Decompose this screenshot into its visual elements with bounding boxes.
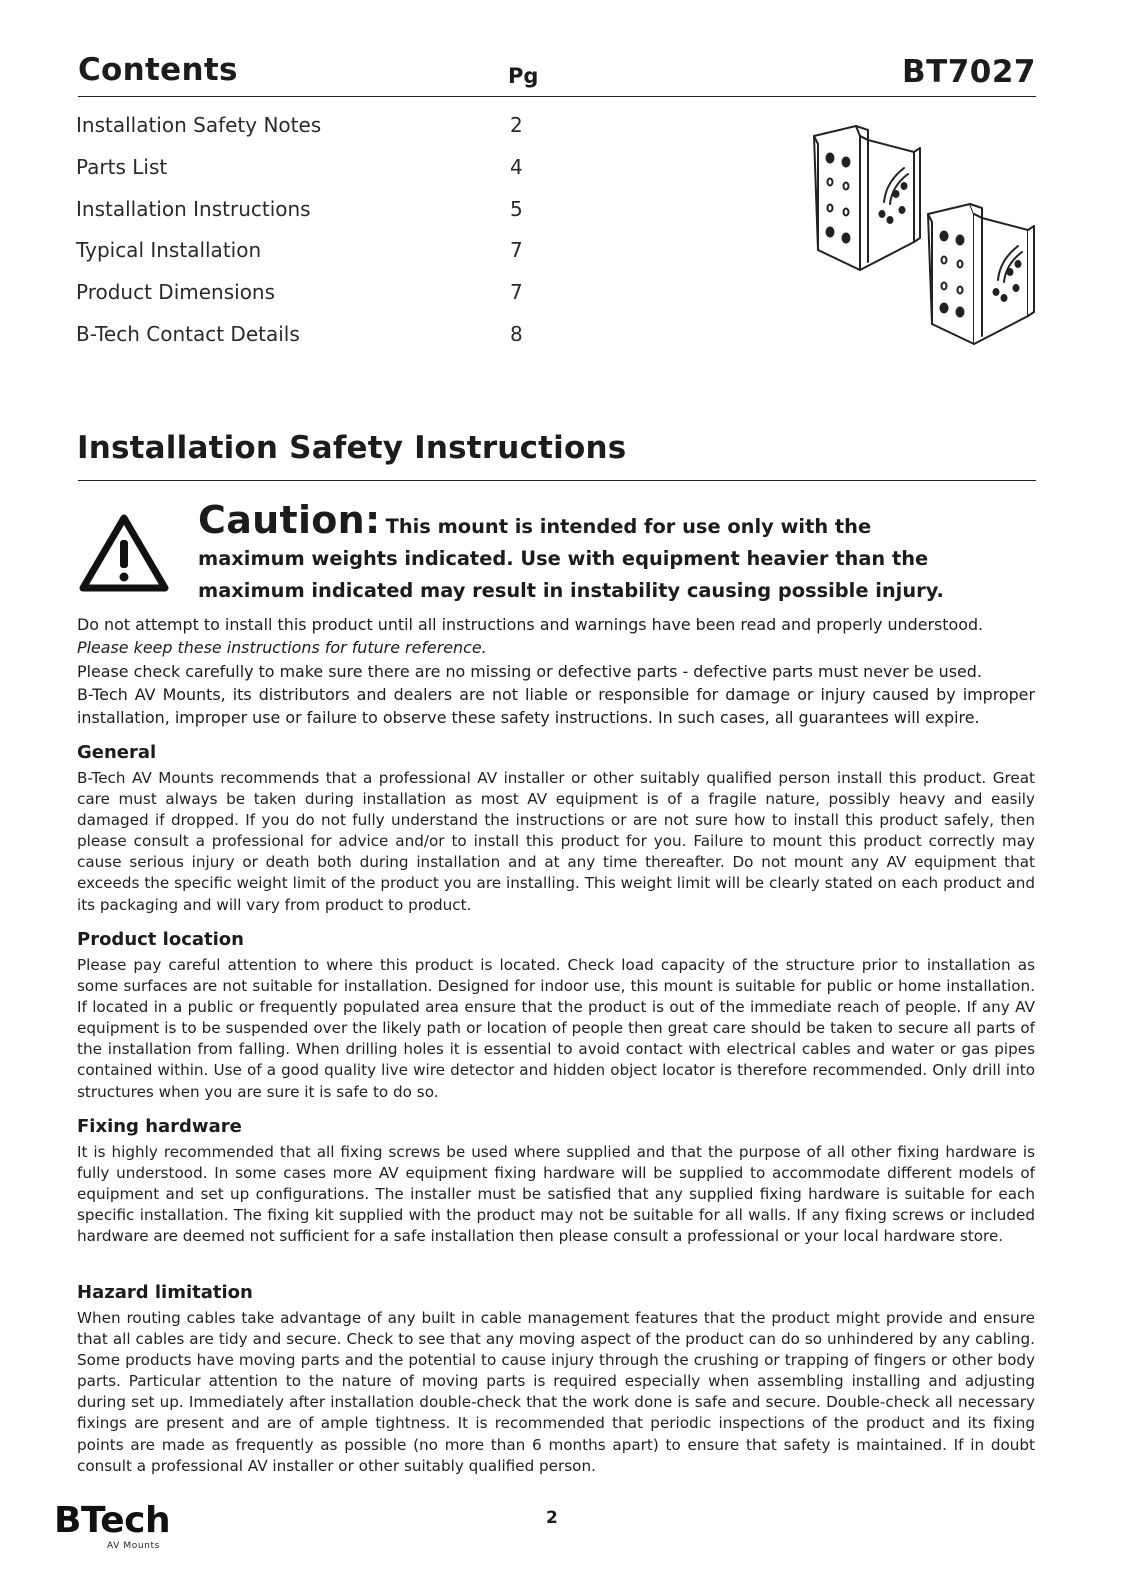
toc-item bbox=[76, 188, 536, 230]
toc-item-page: 7 bbox=[510, 238, 523, 263]
section-body: When routing cables take advantage of any built in cable management features that the product might provide and ensure that all cables are tidy and secure. Check to see that any moving aspect of the product can do so unhindered by any cabling. Some products have moving parts and the potential to cause injury through the crushing or trapping of fingers or other body parts. Particular attention to the nature of moving parts is required especially when assembling installing and adjusting during set up. Immediately after installation double-check that the work done is safe and secure. Double-check all necessary fixings are present and are of ample tightness. It is recommended that periodic inspections of the product and its fixing points are made as frequently as possible (no more than 6 months apart) to ensure that safety is maintained. If in doubt consult a professional AV installer or other suitably qualified person. bbox=[77, 1309, 1035, 1475]
btech-logo bbox=[52, 1500, 182, 1560]
section-heading: Hazard limitation bbox=[77, 1282, 253, 1303]
contents-header bbox=[78, 50, 1036, 97]
section-body: B-Tech AV Mounts recommends that a professional AV installer or other suitably qualified person install this product. Great care must always be taken during installation as most AV equipment is of a fragile nature, possibly heavy and easily damaged if dropped. If you do not fully understand the instructions or are not sure how to install this product safely, then please consult a professional for advice and/or to install this product for you. Failure to mount this product correctly may cause serious injury or death both during installation and at any time thereafter. Do not mount any AV equipment that exceeds the specific weight limit of the product you are installing. This weight limit will be clearly stated on each product and its packaging and will vary from product to product. bbox=[77, 769, 1035, 914]
intro-paragraph: Please keep these instructions for future reference. bbox=[77, 638, 487, 658]
section-hazard-limitation bbox=[77, 1281, 1035, 1477]
toc-item bbox=[76, 104, 536, 146]
intro-paragraph: B-Tech AV Mounts, its distributors and dealers are not liable or responsible for damage or injury caused by improper installation, improper use or failure to observe these safety instructions. In such cases, all guarantees will expire. bbox=[77, 684, 1035, 728]
section-heading: Product location bbox=[77, 929, 244, 950]
toc-item-label: B-Tech Contact Details bbox=[76, 321, 300, 346]
toc-item-page: 2 bbox=[510, 113, 523, 137]
warning-triangle-icon bbox=[78, 512, 170, 594]
model-code: BT7027 bbox=[901, 54, 1036, 90]
toc-item bbox=[76, 313, 536, 355]
toc-item bbox=[76, 271, 536, 313]
section-heading: Fixing hardware bbox=[77, 1116, 242, 1137]
logo-wordmark: BTech bbox=[54, 1500, 171, 1541]
bracket-illustration bbox=[808, 122, 1040, 346]
toc-item-label: Installation Safety Notes bbox=[76, 113, 322, 137]
section-body: It is highly recommended that all fixing screws be used where supplied and that the purpose of all other fixing hardware is fully understood. In some cases more AV equipment fixing hardware will be supplied to accommodate different models of equipment and set up configurations. The installer must be satisfied that any supplied fixing hardware is suitable for each specific installation. The fixing kit supplied with the product may not be suitable for all walls. If any fixing screws or included hardware are deemed not sufficient for a safe installation then please consult a professional or your local hardware store. bbox=[77, 1143, 1035, 1246]
section-product-location bbox=[77, 928, 1035, 1103]
intro-paragraph: Do not attempt to install this product until all instructions and warnings have been read and properly understood. bbox=[77, 615, 984, 634]
safety-title: Installation Safety Instructions bbox=[77, 430, 627, 466]
section-heading: General bbox=[77, 742, 157, 763]
table-of-contents bbox=[76, 104, 536, 355]
logo-tagline: AV Mounts bbox=[107, 1541, 160, 1551]
page-column-label: Pg bbox=[508, 64, 539, 88]
caution-text-line: maximum weights indicated. Use with equipment heavier than the bbox=[198, 547, 929, 570]
toc-item-label: Installation Instructions bbox=[76, 196, 311, 221]
toc-item-page: 5 bbox=[510, 196, 523, 221]
caution-heading: Caution: bbox=[198, 498, 381, 542]
bracket-drawing-rear bbox=[814, 126, 920, 270]
section-general bbox=[77, 741, 1035, 916]
contents-title: Contents bbox=[78, 52, 238, 88]
toc-item bbox=[76, 229, 536, 271]
toc-item-page: 8 bbox=[510, 321, 523, 346]
toc-item bbox=[76, 146, 536, 188]
caution-text-line: This mount is intended for use only with the bbox=[385, 515, 872, 538]
toc-item-label: Product Dimensions bbox=[76, 280, 276, 305]
toc-item-label: Parts List bbox=[76, 154, 168, 179]
toc-item-page: 4 bbox=[510, 154, 523, 179]
caution-notice bbox=[198, 498, 1038, 607]
caution-text-line: maximum indicated may result in instability causing possible injury. bbox=[198, 579, 944, 602]
section-fixing-hardware bbox=[77, 1115, 1035, 1247]
bracket-drawing-front bbox=[928, 204, 1034, 344]
toc-item-label: Typical Installation bbox=[76, 238, 262, 263]
safety-intro bbox=[77, 613, 1035, 729]
intro-paragraph: Please check carefully to make sure there are no missing or defective parts - defective parts must never be used. bbox=[77, 661, 982, 681]
page-number: 2 bbox=[546, 1508, 558, 1528]
toc-item-page: 7 bbox=[510, 280, 523, 305]
section-body: Please pay careful attention to where this product is located. Check load capacity of the structure prior to installation as some surfaces are not suitable for installation. Designed for indoor use, this mount is suitable for public or home installation. If located in a public or frequently populated area ensure that the product is out of the immediate reach of people. If any AV equipment is to be suspended over the likely path or location of people then great care should be taken to secure all parts of the installation from falling. When drilling holes it is essential to avoid contact with electrical cables and water or gas pipes contained within. Use of a good quality live wire detector and hidden object locator is therefore recommended. Only drill into structures when you are sure it is safe to do so. bbox=[77, 956, 1035, 1101]
divider bbox=[78, 480, 1036, 481]
